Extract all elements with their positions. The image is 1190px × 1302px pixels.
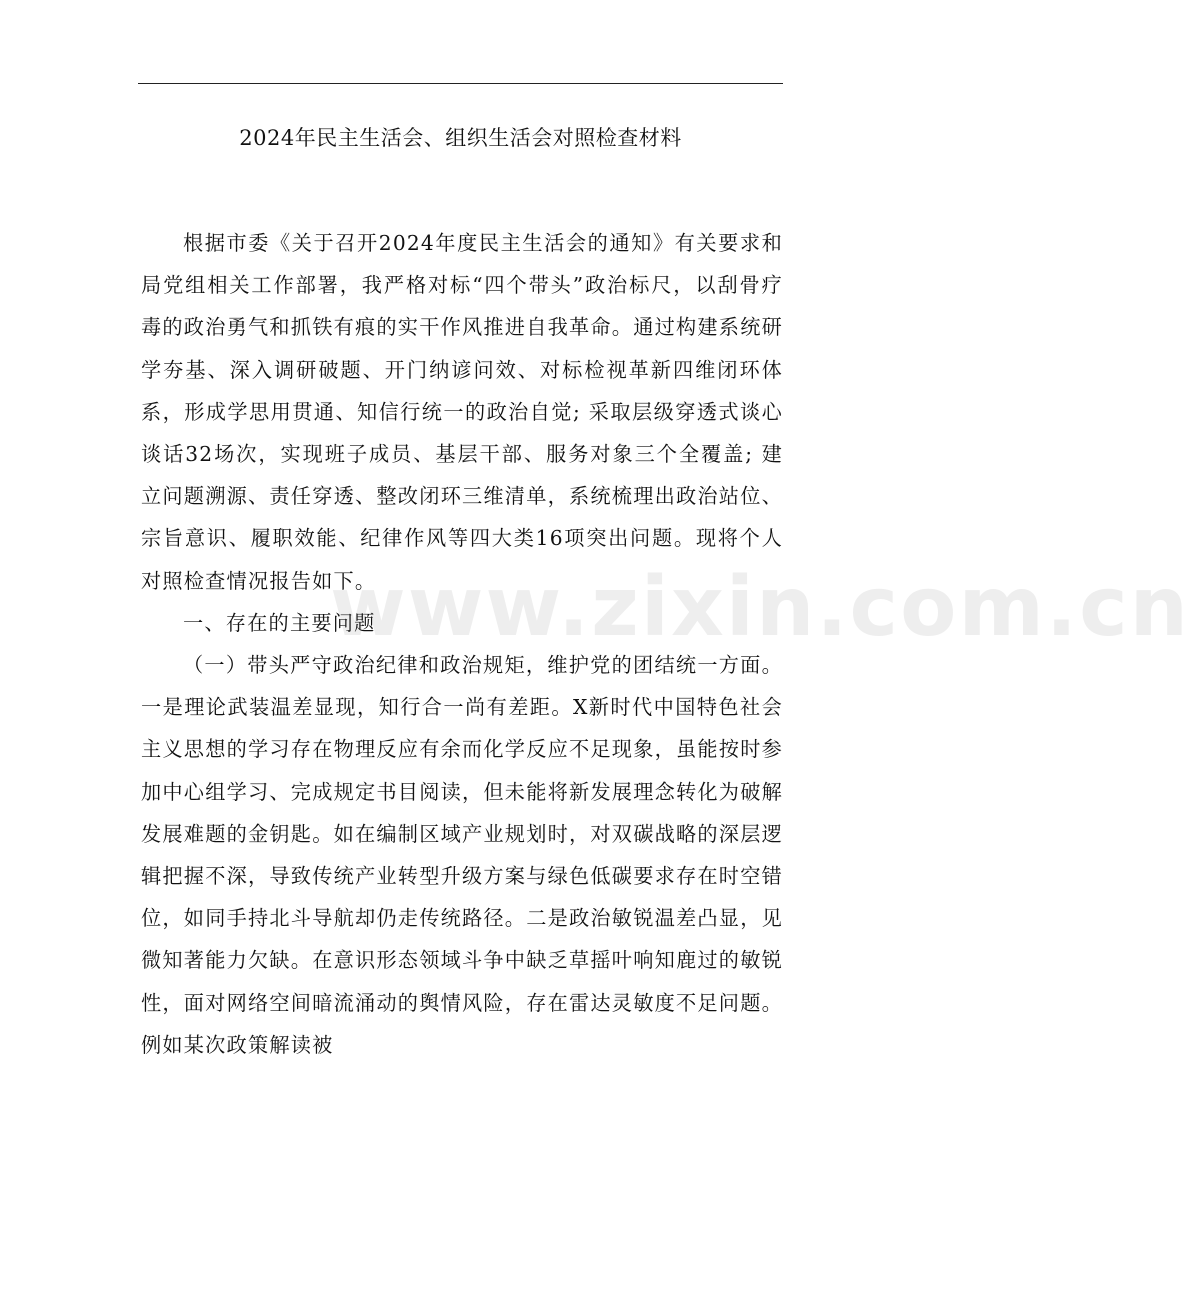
header-rule <box>138 83 783 84</box>
subsection-paragraph: （一）带头严守政治纪律和政治规矩，维护党的团结统一方面。一是理论武装温差显现，知行合一尚有差距。X新时代中国特色社会主义思想的学习存在物理反应有余而化学反应不足现象，虽能按时参加中心组学习、完成规定书目阅读，但未能将新发展理念转化为破解发展难题的金钥匙。如在编制区域产业规划时，对双碳战略的深层逻辑把握不深，导致传统产业转型升级方案与绿色低碳要求存在时空错位，如同手持北斗导航却仍走传统路径。二是政治敏锐温差凸显，见微知著能力欠缺。在意识形态领域斗争中缺乏草摇叶响知鹿过的敏锐性，面对网络空间暗流涌动的舆情风险，存在雷达灵敏度不足问题。例如某次政策解读被 <box>141 653 783 1057</box>
document-title: 2024年民主生活会、组织生活会对照检查材料 <box>239 126 682 150</box>
document-body <box>141 222 783 1066</box>
watermark: www.zixin.com.cn <box>330 560 1190 655</box>
section-heading: 一、存在的主要问题 <box>183 610 376 635</box>
intro-paragraph: 根据市委《关于召开2024年度民主生活会的通知》有关要求和局党组相关工作部署，我严格对标“四个带头”政治标尺，以刮骨疗毒的政治勇气和抓铁有痕的实干作风推进自我革命。通过构建系统研学夯基、深入调研破题、开门纳谚问效、对标检视革新四维闭环体系，形成学思用贯通、知信行统一的政治自觉; 采取层级穿透式谈心谈话32场次，实现班子成员、基层干部、服务对象三个全覆盖; 建立问题溯源、责任穿透、整改闭环三维清单，系统梳理出政治站位、宗旨意识、履职效能、纪律作风等四大类16项突出问题。现将个人对照检查情况报告如下。 <box>141 231 783 593</box>
